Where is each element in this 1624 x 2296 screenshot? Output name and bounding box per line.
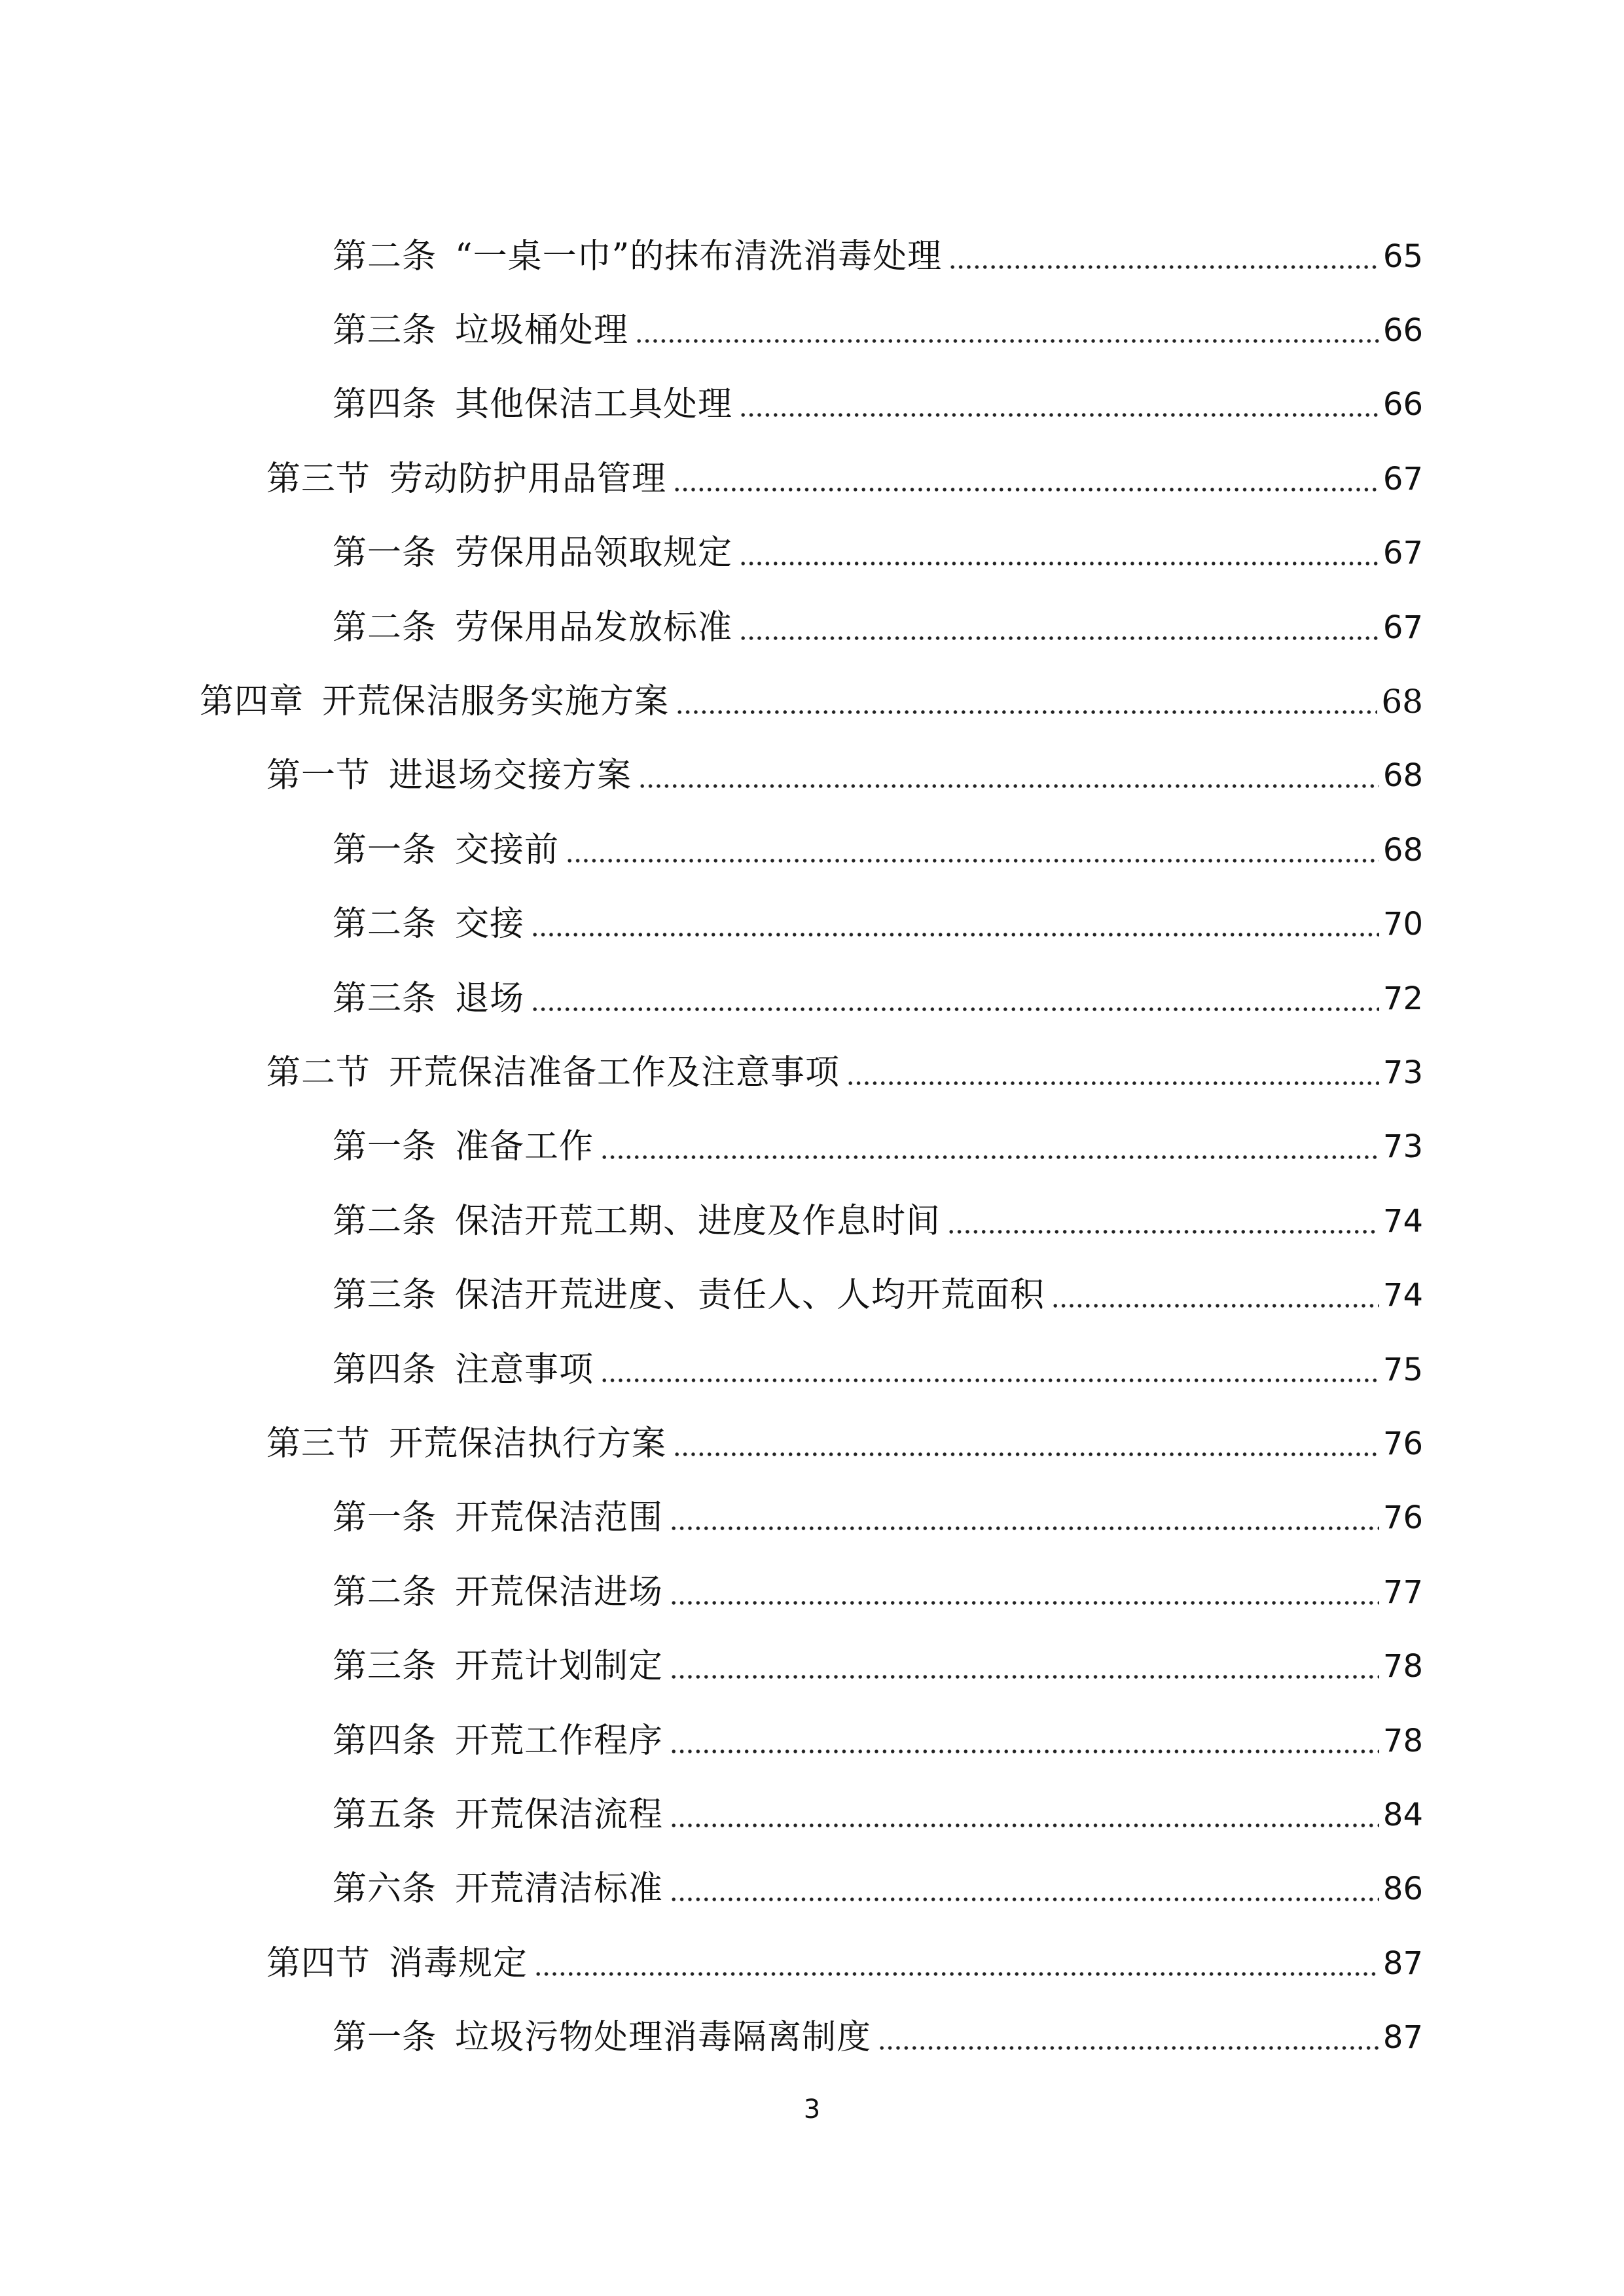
toc-entry-page: 84: [1382, 1796, 1423, 1833]
toc-entry-page: 67: [1382, 535, 1423, 572]
dot-leader: [846, 1056, 1379, 1090]
table-of-contents: [0, 219, 1624, 2075]
toc-entry[interactable]: [0, 1035, 1624, 1109]
dot-leader: [673, 462, 1379, 496]
dot-leader: [670, 1872, 1379, 1906]
toc-entry-text: 其他保洁工具处理: [455, 385, 733, 425]
toc-entry-page: 77: [1382, 1573, 1423, 1611]
toc-entry-number: 第二条: [333, 1201, 437, 1241]
toc-entry[interactable]: [0, 1629, 1624, 1703]
dot-leader: [600, 1353, 1379, 1387]
dot-leader: [566, 833, 1379, 867]
toc-entry[interactable]: [0, 888, 1624, 961]
toc-entry[interactable]: [0, 2000, 1624, 2074]
toc-entry[interactable]: [0, 1481, 1624, 1555]
toc-entry-text: 保洁开荒工期、进度及作息时间: [455, 1201, 941, 1241]
toc-entry-page: 68: [1382, 831, 1423, 869]
toc-entry-title: [333, 1498, 664, 1538]
dot-leader: [670, 1649, 1379, 1683]
toc-entry-number: 第四条: [333, 1350, 437, 1390]
toc-entry[interactable]: [0, 219, 1624, 293]
toc-entry-page: 73: [1382, 1128, 1423, 1166]
dot-leader: [878, 2020, 1379, 2054]
toc-entry-title: [333, 607, 733, 647]
toc-entry-number: 第二条: [333, 607, 437, 647]
toc-entry-number: 第四章: [200, 682, 304, 722]
toc-entry-page: 65: [1382, 238, 1423, 275]
toc-entry-page: 74: [1382, 1277, 1423, 1314]
dot-leader: [635, 314, 1379, 348]
toc-entry-title: [333, 830, 560, 870]
toc-entry-title: [333, 2018, 872, 2058]
dot-leader: [670, 1798, 1379, 1832]
toc-entry-page: 70: [1382, 906, 1423, 943]
toc-entry[interactable]: [0, 1778, 1624, 1852]
toc-entry-title: [333, 1647, 664, 1687]
dot-leader: [1051, 1278, 1379, 1312]
toc-entry-page: 76: [1382, 1499, 1423, 1537]
toc-entry-page: 78: [1382, 1648, 1423, 1685]
toc-entry-page: 87: [1382, 2019, 1423, 2056]
toc-entry-number: 第一节: [266, 756, 371, 796]
toc-entry-title: [333, 1721, 664, 1761]
dot-leader: [531, 907, 1379, 941]
toc-entry-text: 开荒保洁服务实施方案: [322, 682, 670, 722]
dot-leader: [670, 1501, 1379, 1535]
dot-leader: [676, 685, 1377, 719]
toc-entry-text: 劳动防护用品管理: [389, 459, 667, 499]
toc-entry-text: 开荒工作程序: [455, 1721, 664, 1761]
toc-entry-text: 劳保用品发放标准: [455, 607, 733, 647]
toc-entry-title: [333, 1869, 664, 1909]
toc-entry[interactable]: [0, 1110, 1624, 1184]
toc-entry[interactable]: [0, 1852, 1624, 1926]
dot-leader: [739, 536, 1379, 570]
toc-entry-title: [333, 533, 733, 573]
toc-entry[interactable]: [0, 368, 1624, 442]
toc-entry[interactable]: [0, 1555, 1624, 1629]
toc-entry-title: [333, 1127, 594, 1167]
toc-entry-number: 第一条: [333, 533, 437, 573]
toc-entry-number: 第三条: [333, 978, 437, 1018]
toc-entry-text: 保洁开荒进度、责任人、人均开荒面积: [455, 1276, 1045, 1316]
toc-entry-title: [333, 1572, 664, 1612]
toc-entry-page: 66: [1382, 386, 1423, 423]
toc-entry-title: [333, 978, 525, 1018]
toc-entry-text: 开荒保洁执行方案: [389, 1424, 667, 1463]
toc-entry-number: 第三节: [266, 459, 371, 499]
toc-entry-page: 87: [1382, 1945, 1423, 1982]
toc-entry-title: [333, 1201, 941, 1241]
dot-leader: [534, 1946, 1379, 1981]
toc-entry-title: [333, 1350, 594, 1390]
toc-entry-text: 垃圾桶处理: [455, 311, 629, 351]
toc-entry-number: 第二条: [333, 905, 437, 944]
toc-entry-page: 76: [1382, 1425, 1423, 1462]
toc-entry[interactable]: [0, 293, 1624, 367]
toc-entry-text: 交接前: [455, 830, 560, 870]
toc-entry[interactable]: [0, 664, 1624, 738]
toc-entry-title: [333, 385, 733, 425]
toc-entry-number: 第六条: [333, 1869, 437, 1909]
toc-entry-text: 开荒保洁进场: [455, 1572, 664, 1612]
toc-entry-number: 第一条: [333, 1127, 437, 1167]
toc-entry-title: [333, 1795, 664, 1835]
toc-entry-number: 第二条: [333, 1572, 437, 1612]
toc-entry-text: 注意事项: [455, 1350, 594, 1390]
toc-entry-title: [266, 1424, 667, 1463]
toc-entry-text: 交接: [455, 905, 525, 944]
toc-entry-text: 准备工作: [455, 1127, 594, 1167]
toc-entry-page: 75: [1382, 1351, 1423, 1388]
toc-entry[interactable]: [0, 1407, 1624, 1480]
page-number: 3: [803, 2094, 821, 2125]
toc-entry-title: [266, 1052, 840, 1092]
toc-entry-text: 开荒清洁标准: [455, 1869, 664, 1909]
toc-entry-page: 78: [1382, 1722, 1423, 1759]
toc-entry[interactable]: [0, 590, 1624, 664]
toc-entry-text: 劳保用品领取规定: [455, 533, 733, 573]
toc-entry-title: [333, 311, 629, 351]
dot-leader: [638, 759, 1379, 793]
toc-entry-number: 第四条: [333, 1721, 437, 1761]
toc-entry-page: 86: [1382, 1871, 1423, 1908]
toc-entry-text: 进退场交接方案: [389, 756, 632, 796]
dot-leader: [739, 611, 1379, 645]
toc-entry-text: 开荒保洁流程: [455, 1795, 664, 1835]
dot-leader: [600, 1130, 1379, 1164]
toc-entry-text: 开荒保洁范围: [455, 1498, 664, 1538]
toc-entry-text: 垃圾污物处理消毒隔离制度: [455, 2018, 872, 2058]
toc-entry[interactable]: [0, 516, 1624, 590]
dot-leader: [739, 387, 1379, 422]
toc-entry-page: 68: [1382, 757, 1423, 795]
dot-leader: [948, 240, 1379, 274]
toc-entry-page: 66: [1382, 312, 1423, 350]
toc-entry-number: 第二节: [266, 1052, 371, 1092]
toc-entry-page: 74: [1382, 1202, 1423, 1240]
toc-entry[interactable]: [0, 813, 1624, 887]
toc-entry[interactable]: [0, 1184, 1624, 1258]
toc-entry-number: 第一条: [333, 830, 437, 870]
toc-entry-text: 开荒保洁准备工作及注意事项: [389, 1052, 840, 1092]
toc-entry[interactable]: [0, 739, 1624, 813]
toc-entry-number: 第三条: [333, 1647, 437, 1687]
toc-entry[interactable]: [0, 1926, 1624, 2000]
toc-entry-number: 第四条: [333, 385, 437, 425]
toc-entry-number: 第二条: [333, 236, 437, 276]
dot-leader: [947, 1204, 1379, 1238]
toc-entry-page: 67: [1382, 609, 1423, 646]
toc-entry-title: [333, 905, 525, 944]
toc-entry-text: 消毒规定: [389, 1943, 528, 1983]
toc-entry-title: [266, 1943, 528, 1983]
toc-entry[interactable]: [0, 1333, 1624, 1407]
toc-entry-page: 68: [1381, 683, 1423, 721]
dot-leader: [531, 982, 1379, 1016]
toc-entry-title: [200, 682, 670, 722]
toc-entry-page: 67: [1382, 460, 1423, 497]
toc-entry[interactable]: [0, 1258, 1624, 1332]
toc-entry-title: [266, 459, 667, 499]
toc-entry-number: 第四节: [266, 1943, 371, 1983]
toc-entry-page: 73: [1382, 1054, 1423, 1091]
toc-entry-number: 第五条: [333, 1795, 437, 1835]
toc-entry-number: 第一条: [333, 2018, 437, 2058]
toc-entry-page: 72: [1382, 980, 1423, 1017]
toc-entry-number: 第三条: [333, 311, 437, 351]
toc-entry-text: 退场: [455, 978, 525, 1018]
toc-entry-number: 第三节: [266, 1424, 371, 1463]
toc-entry-title: [333, 1276, 1045, 1316]
toc-entry-title: [266, 756, 632, 796]
dot-leader: [670, 1575, 1379, 1609]
toc-entry-number: 第一条: [333, 1498, 437, 1538]
toc-entry-text: 开荒计划制定: [455, 1647, 664, 1687]
toc-entry-title: [333, 236, 943, 276]
toc-entry[interactable]: [0, 1704, 1624, 1778]
toc-entry[interactable]: [0, 961, 1624, 1035]
toc-entry[interactable]: [0, 442, 1624, 516]
dot-leader: [670, 1724, 1379, 1758]
toc-entry-number: 第三条: [333, 1276, 437, 1316]
toc-entry-text: “一桌一巾”的抹布清洗消毒处理: [455, 236, 943, 276]
dot-leader: [673, 1427, 1379, 1461]
